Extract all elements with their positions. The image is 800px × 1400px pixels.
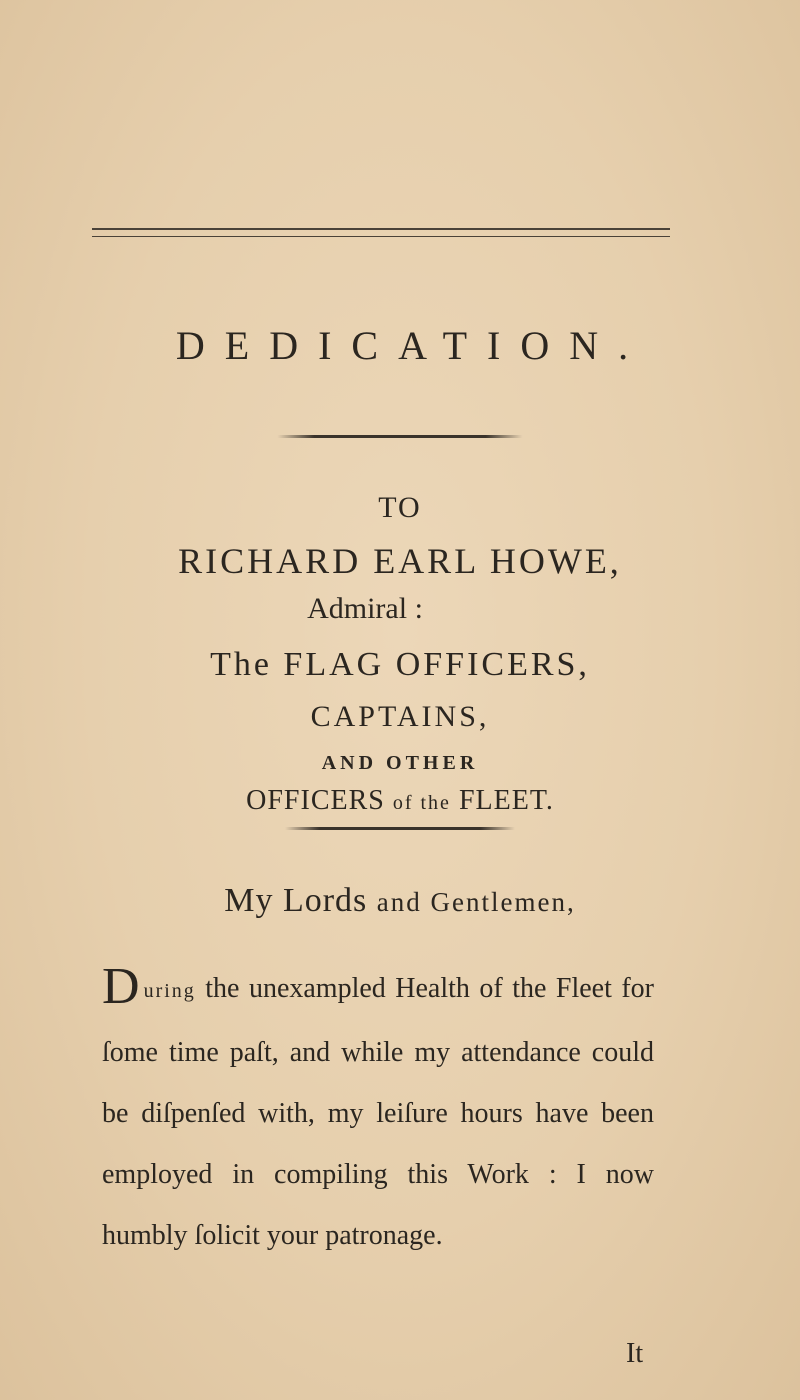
ornamental-rule bbox=[278, 435, 523, 438]
officers-word: OFFICERS bbox=[246, 785, 385, 816]
body-text: the unexampled Health of the Fleet for ſome time paſt, and while my attendance could be diſpenſed with, my leiſure hours have been employed in compiling this Work : I now humbly ſolicit your patronage. bbox=[102, 973, 654, 1251]
dedication-body bbox=[102, 958, 654, 1266]
body-paragraph bbox=[102, 958, 654, 1266]
officers-of-fleet-line bbox=[0, 785, 800, 817]
flag-officers-line bbox=[0, 646, 800, 684]
of-the-words: of the bbox=[392, 792, 451, 814]
salutation-lords: Lords bbox=[282, 882, 368, 919]
fleet-word: FLEET. bbox=[458, 785, 554, 816]
recipient-name: RICHARD EARL HOWE, bbox=[178, 541, 622, 581]
ornamental-rule-lower bbox=[285, 827, 515, 830]
salutation-my: My bbox=[224, 882, 274, 919]
top-rule bbox=[92, 228, 670, 230]
drop-cap: D bbox=[102, 958, 140, 1015]
flag-officers: FLAG OFFICERS, bbox=[283, 646, 590, 683]
drop-cap-continuation: uring bbox=[143, 980, 196, 1002]
catchword: It bbox=[626, 1338, 644, 1369]
flag-prefix: The bbox=[210, 646, 272, 683]
salutation bbox=[0, 882, 800, 920]
top-rule-thin bbox=[92, 236, 670, 237]
captains-line: CAPTAINS, bbox=[310, 700, 490, 733]
dedication-heading: DEDICATION. bbox=[175, 323, 649, 368]
and-other-line: AND OTHER bbox=[321, 752, 479, 774]
recipient-title: Admiral : bbox=[307, 592, 423, 625]
salutation-rest: and Gentlemen, bbox=[376, 887, 576, 917]
to-line: TO bbox=[378, 491, 422, 524]
